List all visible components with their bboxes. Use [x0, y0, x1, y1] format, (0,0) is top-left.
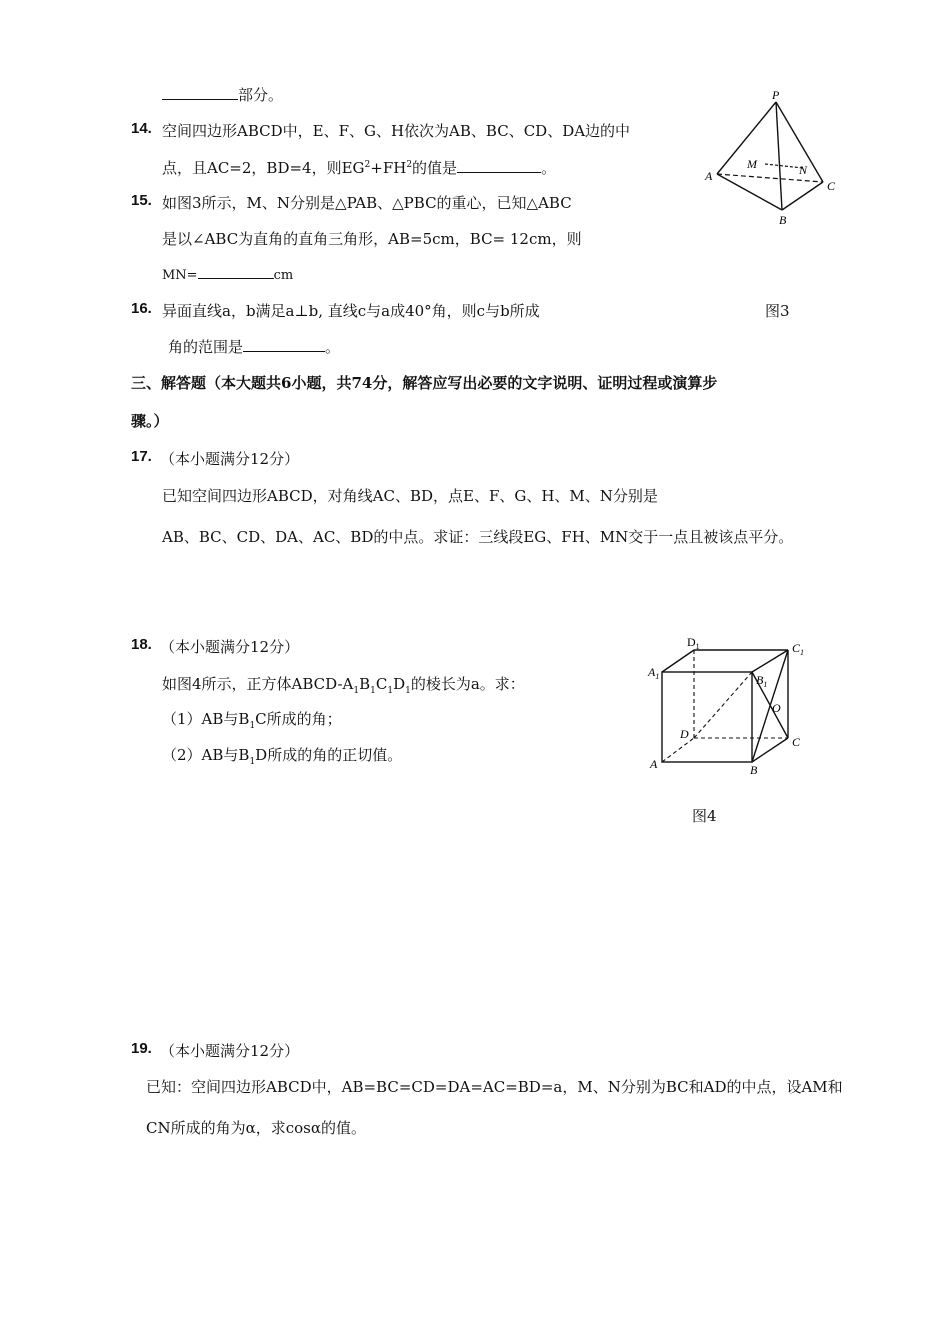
q17-line2: AB、BC、CD、DA、AC、BD的中点。求证：三线段EG、FH、MN交于一点且被该点平分。 [162, 528, 794, 546]
q18-item1: （1）AB与$B_1C$所成的角； [162, 710, 342, 731]
label-C1: $C_1$ [792, 641, 805, 657]
q15-line3: MN= cm [162, 264, 293, 283]
label-A1: $A_1$ [648, 665, 660, 681]
q15-number: 15. [131, 192, 152, 209]
face-front [662, 672, 752, 762]
label-B: B [750, 763, 758, 777]
q19-line1: 已知：空间四边形ABCD中，AB=BC=CD=DA=AC=BD=a，M、N分别为BC和AD的中点，设AM和 [146, 1078, 843, 1096]
label-A: A [705, 169, 713, 183]
diagonal-C1B [752, 650, 788, 762]
label-O: O [772, 701, 781, 715]
label-P: P [772, 88, 780, 102]
q14-number: 14. [131, 120, 152, 137]
q17-line1: 已知空间四边形ABCD，对角线AC、BD，点E、F、G、H、M、N分别是 [162, 487, 658, 505]
q18-line1: 如图4所示，正方体ABCD-$A_1B_1C_1D_1$的棱长为a。求： [162, 675, 525, 696]
label-C: C [792, 735, 801, 749]
q19-header: （本小题满分12分） [160, 1042, 300, 1060]
label-D1: $D_1$ [687, 635, 700, 651]
answer-blank [198, 264, 274, 279]
q19-line2: CN所成的角为α，求cosα的值。 [146, 1119, 366, 1137]
q17-number: 17. [131, 448, 152, 465]
edge-AD-hidden [662, 738, 694, 762]
label-D: D [680, 727, 689, 741]
q16-line1: 异面直线a，b满足a⊥b, 直线c与a成40°角，则c与b所成 [162, 302, 540, 320]
label-N: N [799, 163, 808, 177]
q16-number: 16. [131, 300, 152, 317]
section3-heading-line2: 骤。） [131, 412, 169, 430]
label-B1: $B_1$ [756, 673, 768, 689]
segment-MN [765, 164, 803, 168]
label-C: C [827, 179, 836, 193]
figure4-cube [640, 632, 820, 777]
section3-heading-line1: 三、解答题（本大题共6小题，共74分，解答应写出必要的文字说明、证明过程或演算步 [131, 374, 718, 392]
q18-header: （本小题满分12分） [160, 638, 300, 656]
figure3-caption: 图3 [765, 302, 790, 320]
q14-line1: 空间四边形ABCD中，E、F、G、H依次为AB、BC、CD、DA边的中 [162, 122, 631, 140]
q16-line2: 角的范围是 。 [168, 338, 341, 356]
q14-line2: 点，且AC=2，BD=4，则$EG^2+FH^2$的值是 。 [162, 159, 557, 177]
q19-number: 19. [131, 1040, 152, 1057]
q15-line2: 是以∠ABC为直角的直角三角形，AB=5cm，BC= 12cm，则 [162, 230, 582, 248]
edge-BC [782, 182, 823, 210]
answer-blank [243, 337, 325, 352]
q17-header: （本小题满分12分） [160, 450, 300, 468]
edge-AB [717, 174, 782, 210]
label-M: M [747, 157, 757, 171]
answer-blank [162, 85, 238, 100]
edge-PB [776, 102, 782, 210]
edge-BC [752, 738, 788, 762]
q13-tail: 部分。 [162, 84, 283, 105]
q18-number: 18. [131, 636, 152, 653]
diagonal-DB1-hidden [694, 672, 752, 738]
answer-blank [457, 158, 541, 173]
q18-item2: （2）AB与$B_1D$所成的角的正切值。 [162, 746, 403, 767]
figure4-caption: 图4 [692, 807, 717, 825]
figure3-tetrahedron [695, 88, 845, 233]
edge-AC-hidden [717, 174, 823, 182]
label-A: A [650, 757, 658, 771]
q15-line1: 如图3所示，M、N分别是△PAB、△PBC的重心，已知△ABC [162, 194, 572, 212]
label-B: B [779, 213, 787, 227]
edge-A1D1 [662, 650, 694, 672]
